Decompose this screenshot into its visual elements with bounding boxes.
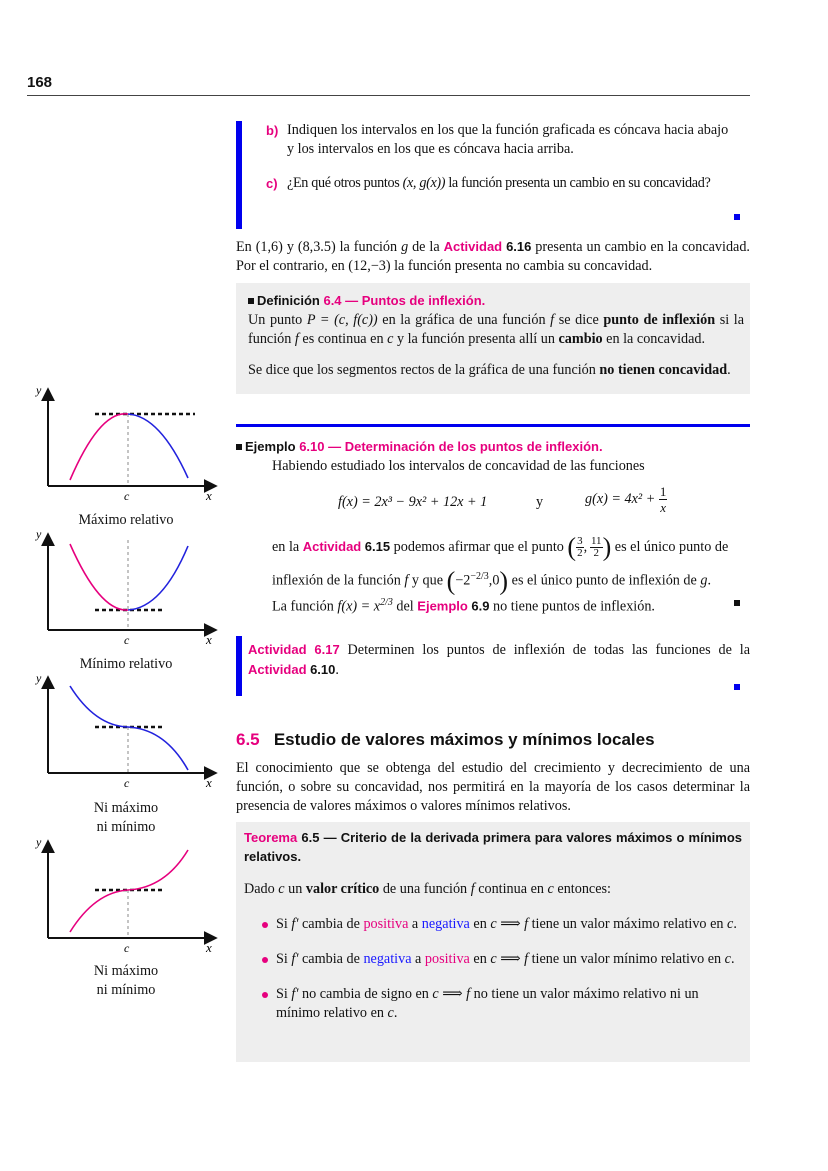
caption-maximum: Máximo relativo [78, 512, 174, 528]
example-title: 6.10 — Determinación de los puntos de inflexión. [299, 439, 603, 454]
caption-neither-2b: ni mínimo [96, 982, 156, 998]
example-end-marker [734, 600, 740, 606]
th-c: c [278, 881, 285, 897]
eq-g-frac [659, 484, 668, 515]
b2-fp: f′ [291, 951, 299, 967]
theorem-intro [244, 880, 742, 899]
b3-imp: ⟹ [438, 986, 467, 1002]
b1-neg: negativa [421, 916, 470, 932]
ex-activity-link: Actividad [302, 538, 362, 554]
b1-pos: positiva [363, 916, 409, 932]
th-f: f [470, 881, 475, 897]
item-b [266, 121, 750, 159]
th-d: continua en [474, 881, 548, 897]
p2: −2 [455, 572, 471, 589]
act617-ref-num: 6.10 [310, 662, 336, 677]
graph4-y-label: y [36, 835, 42, 849]
def-t2: en la gráfica de una función [377, 312, 551, 328]
intro-g: g [401, 239, 409, 255]
eq-f: f(x) = 2x³ − 9x² + 12x + 1 [338, 494, 488, 510]
caption-neither-2a: Ni máximo [93, 963, 159, 979]
b2-dot: . [730, 951, 735, 967]
theorem-bullet-3 [258, 985, 742, 1023]
paren-open: ( [567, 532, 577, 562]
graph-minimum [35, 527, 215, 647]
def-f: f [550, 312, 555, 328]
graph2-y-label: y [36, 527, 42, 541]
theorem-list [244, 915, 742, 1023]
b3-c3: c [387, 1005, 394, 1021]
def-t4: si la función [248, 312, 745, 347]
th-b: un [284, 881, 306, 897]
ex-l2c: es el único punto de [614, 538, 729, 555]
act617-text: Determinen los puntos de inflexión de todas las funciones de la [339, 642, 750, 658]
b3-c2: no tiene un valor máximo relativo ni un mínimo relativo en [276, 986, 699, 1021]
caption-minimum: Mínimo relativo [79, 656, 173, 672]
b3-f: f [466, 986, 471, 1002]
b2-c3: c [724, 951, 731, 967]
eq-g-num: 1 [659, 484, 667, 499]
graph3-y-label: y [36, 671, 42, 685]
graph2-c-label: c [124, 633, 130, 647]
th-a: Dado [244, 881, 279, 897]
activity-bar [236, 121, 242, 229]
activity-items [266, 121, 750, 193]
example-label: Ejemplo [245, 439, 296, 454]
def-t7: en la concavidad. [602, 331, 706, 347]
example-line2: en la Actividad 6.15 podemos afirmar que el punto ( $\frac{3}{2}$ , $\frac{11}{2}$ ) es el único punto de [272, 532, 729, 562]
definition-box [236, 283, 750, 394]
graph4-c-label: c [124, 941, 130, 955]
b2-en: en [469, 951, 491, 967]
ex-l4a: La función [272, 598, 338, 615]
definition-note [248, 361, 744, 380]
p1-d1: 2 [577, 547, 583, 559]
activity617-bar [236, 636, 242, 696]
ex-f: f [404, 572, 409, 589]
section-title: Estudio de valores máximos y mínimos locales [273, 730, 655, 749]
ex-l2a: en la [272, 538, 303, 555]
b2-a: Si [276, 951, 292, 967]
theorem-title: 6.5 — Criterio de la derivada primera para valores máximos o mínimos relativos. [244, 830, 742, 864]
p1-frac2 [590, 536, 603, 559]
example-heading [236, 439, 603, 454]
ex-l3c: es el único punto de inflexión de [511, 572, 701, 589]
ex-l4exp: 2/3 [380, 597, 393, 608]
header-rule [27, 95, 750, 96]
theorem-label: Teorema [244, 830, 298, 845]
b1-a2: a [408, 916, 422, 932]
intro-t2: de la [408, 239, 444, 255]
example-line4 [272, 593, 655, 617]
ex-l3d: . [707, 572, 712, 589]
theorem-bullet-2 [258, 950, 742, 969]
th-bold: valor crítico [305, 881, 380, 897]
b1-en: en [469, 916, 491, 932]
p1-n2: 11 [590, 535, 602, 547]
act617-ref-link: Actividad [248, 662, 307, 677]
b2-imp: ⟹ [496, 951, 525, 967]
ex-l3b: y que [408, 572, 444, 589]
item-b-label: b) [266, 123, 279, 138]
activity617 [248, 640, 750, 680]
example-line3 [272, 566, 750, 596]
ex-l4c: no tiene puntos de inflexión. [489, 598, 655, 615]
section-heading [236, 730, 655, 750]
b3-c: c [432, 986, 439, 1002]
p1-frac1 [576, 536, 584, 559]
eq-g-den: x [660, 500, 666, 515]
paren2-open: ( [446, 566, 456, 596]
def-t5: es continua en [298, 331, 388, 347]
graph1-x-label: x [206, 488, 212, 503]
b2-b: cambia de [298, 951, 364, 967]
ex-l3a: inflexión de la función [272, 572, 405, 589]
page-number: 168 [27, 74, 53, 91]
graph-maximum [35, 383, 215, 503]
item-c-label: c) [266, 176, 278, 191]
b1-c: c [490, 916, 497, 932]
b1-c2: tiene un valor máximo relativo en [528, 916, 728, 932]
item-b-text: Indiquen los intervalos en los que la función graficada es cóncava hacia abajo [287, 122, 729, 138]
caption-neither-1a: Ni máximo [93, 800, 159, 816]
graph3-c-label: c [124, 776, 130, 790]
ex-l4b: del [392, 598, 418, 615]
equation-f [338, 493, 487, 512]
graph4-x-label: x [206, 940, 212, 955]
intro-paragraph [236, 237, 750, 276]
def-note-a: Se dice que los segmentos rectos de la gráfica de una función [248, 362, 600, 378]
definition-heading [248, 291, 744, 310]
th-e: entonces: [553, 881, 611, 897]
def-math: P = (c, f(c)) [306, 312, 378, 328]
b3-dot: . [393, 1005, 398, 1021]
intro-t3: presenta un cambio en la concavidad. Por el contrario, en (12,−3) la función presenta no cambia su concavidad. [236, 239, 750, 274]
b3-a: Si [276, 986, 292, 1002]
definition-body [248, 311, 744, 349]
b1-b: cambia de [298, 916, 364, 932]
item-c-math: (x, g(x)) [402, 175, 446, 191]
def-bold2: cambio [558, 331, 603, 347]
example-line1: Habiendo estudiado los intervalos de concavidad de las funciones [272, 458, 645, 474]
example-square-icon [236, 444, 242, 450]
def-c: c [387, 331, 394, 347]
b2-neg: negativa [363, 951, 412, 967]
graph2-x-label: x [206, 632, 212, 647]
end-marker [734, 214, 740, 220]
theorem-bullet-1 [258, 915, 742, 934]
act617-end: . [335, 662, 339, 678]
b1-a: Si [276, 916, 292, 932]
intro-activity-num: 6.16 [506, 239, 532, 254]
example-top-rule [236, 424, 750, 427]
b1-fp: f′ [291, 916, 299, 932]
ex-g: g [700, 572, 708, 589]
act617-label: Actividad [248, 642, 307, 657]
graph3-x-label: x [206, 775, 212, 790]
graph-inflection-increasing [35, 835, 215, 955]
p2b: ,0 [488, 572, 500, 589]
def-f2: f [294, 331, 299, 347]
act617-num: 6.17 [314, 642, 340, 657]
ex-ejemplo-num: 6.9 [471, 598, 490, 614]
p2-exp: −2/3 [470, 571, 489, 582]
ex-ejemplo-link: Ejemplo [417, 598, 468, 614]
definition-square-icon [248, 298, 254, 304]
item-c-post: la función presenta un cambio en su concavidad? [448, 175, 711, 191]
b2-c2: tiene un valor mínimo relativo en [528, 951, 725, 967]
th-c2: de una función [379, 881, 471, 897]
theorem-heading [244, 828, 742, 866]
intro-activity-link: Actividad [443, 239, 503, 254]
def-note-b: . [727, 362, 731, 378]
graph1-y-label: y [36, 383, 42, 397]
activity617-end-marker [734, 684, 740, 690]
caption-neither-1b: ni mínimo [96, 819, 156, 835]
b3-fp: f′ [291, 986, 299, 1002]
b1-c3: c [727, 916, 734, 932]
b1-f: f [524, 916, 529, 932]
equation-g [585, 484, 667, 515]
ex-l4math: f(x) = x [337, 598, 381, 615]
th-c3: c [547, 881, 554, 897]
sidebar-graphs [30, 380, 230, 1010]
item-c-pre: ¿En qué otros puntos [287, 175, 400, 191]
definition-label: Definición [257, 293, 320, 308]
item-b-text2: y los intervalos en los que es cóncava hacia arriba. [287, 141, 574, 157]
intro-t1: En (1,6) y (8,3.5) la función [236, 239, 402, 255]
eq-g-left: g(x) = 4x² + [585, 491, 656, 507]
b2-c: c [490, 951, 497, 967]
def-note-bold: no tienen concavidad [599, 362, 728, 378]
b2-pos: positiva [424, 951, 470, 967]
p1-d2: 2 [593, 547, 600, 559]
def-bold: punto de inflexión [603, 312, 716, 328]
paren2-close: ) [499, 566, 509, 596]
ex-activity-num: 6.15 [364, 538, 391, 554]
theorem-box [236, 822, 750, 1062]
b3-b: no cambia de signo en [298, 986, 433, 1002]
ex-l2b: podemos afirmar que el punto [390, 538, 564, 555]
graph1-c-label: c [124, 489, 130, 503]
p1-n1: 3 [577, 535, 583, 547]
equation-and: y [536, 494, 544, 510]
b2-a2: a [411, 951, 425, 967]
graph-inflection-decreasing [35, 671, 215, 790]
paren-close: ) [602, 532, 612, 562]
definition-title: 6.4 — Puntos de inflexión. [323, 293, 486, 308]
b1-dot: . [733, 916, 737, 932]
item-c [266, 174, 750, 193]
section-number: 6.5 [236, 730, 260, 749]
def-t1: Un punto [248, 312, 307, 328]
def-t6: y la función presenta allí un [393, 331, 559, 347]
def-t3: se dice [554, 312, 604, 328]
b2-f: f [524, 951, 529, 967]
section-paragraph: El conocimiento que se obtenga del estudio del crecimiento y decrecimiento de una función, o sobre su concavidad, nos permitirá en la mayoría de los casos determinar la presencia de valores máximos o valores mínimos relativos. [236, 760, 750, 814]
b1-imp: ⟹ [496, 916, 525, 932]
